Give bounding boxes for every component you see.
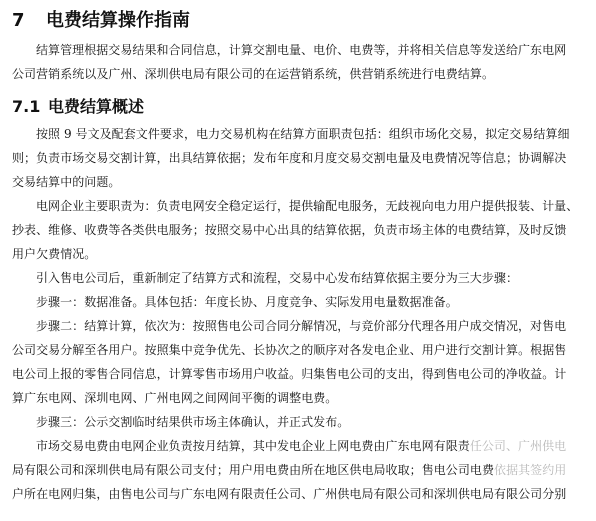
subsection-heading	[12, 96, 144, 118]
paragraph-step-one	[12, 290, 584, 314]
text-line: 公司营销系统以及广州、深圳供电局有限公司的在运营销系统，供营销系统进行电费结算。	[12, 67, 495, 81]
text-line: 抄表、维修、收费等各类供电服务；按照交易中心出具的结算依据，负责市场主体的电费结算，及时反馈	[12, 223, 567, 237]
text-segment: 市场交易电费由电网企业负责按月结算，其中发电企业上网电费由广东电网有限责	[36, 439, 470, 453]
section-title: 电费结算操作指南	[46, 10, 190, 31]
paragraph-three-steps-intro	[12, 266, 584, 290]
subsection-title: 电费结算概述	[48, 97, 145, 116]
text-line: 算广东电网、深圳电网、广州电网之间网间平衡的调整电费。	[12, 391, 338, 405]
text-line: 电公司上报的零售合同信息，计算零售市场用户收益。归集售电公司的支出，得到售电公司的净收益。计	[12, 367, 567, 381]
paragraph-electricity-fee-settlement	[12, 434, 584, 506]
paragraph-settlement-management	[12, 38, 584, 86]
section-heading	[12, 9, 190, 33]
text-line: 则；负责市场交易交割计算，出具结算依据；发布年度和月度交易交割电量及电费情况等信息；协调解决	[12, 151, 567, 165]
paragraph-trading-institution-duties	[12, 122, 584, 194]
watermark-overlay-text: 任公司、广州供电	[469, 439, 567, 453]
subsection-number: 7.1	[12, 97, 41, 116]
text-line: 步骤二：结算计算，依次为：按照售电公司合同分解情况，与竞价部分代理各用户成交情况，对售电	[36, 319, 567, 333]
text-line: 户所在电网归集，由售电公司与广东电网有限责任公司、广州供电局有限公司和深圳供电局有限公司分别	[12, 487, 567, 501]
text-segment: 局有限公司和深圳供电局有限公司支付；用户用电费由所在地区供电局收取；售电公司电费	[12, 463, 495, 477]
paragraph-step-two	[12, 314, 584, 410]
text-line	[12, 434, 584, 458]
text-line: 按照 9 号文及配套文件要求，电力交易机构在结算方面职责包括：组织市场化交易，拟定交易结算细	[36, 127, 570, 141]
text-line: 电网企业主要职责为：负责电网安全稳定运行，提供输配电服务，无歧视向电力用户提供报装、计量、	[36, 199, 579, 213]
text-line	[12, 458, 584, 482]
text-line: 公司交易分解至各用户。按照集中竞争优先、长协次之的顺序对各发电企业、用户进行交割计算。根据售	[12, 343, 567, 357]
paragraph-step-three	[12, 410, 584, 434]
text-line: 步骤一：数据准备。具体包括：年度长协、月度竞争、实际发用电量数据准备。	[36, 295, 458, 309]
text-line: 引入售电公司后，重新制定了结算方式和流程，交易中心发布结算依据主要分为三大步骤：	[36, 271, 519, 285]
paragraph-grid-enterprise-duties	[12, 194, 584, 266]
text-line: 结算管理根据交易结果和合同信息，计算交割电量、电价、电费等，并将相关信息等发送给广东电网	[36, 43, 567, 57]
section-number: 7	[12, 10, 25, 31]
text-line: 用户欠费情况。	[12, 247, 97, 261]
watermark-overlay-text: 依据其签约用	[494, 463, 567, 477]
text-line: 交易结算中的问题。	[12, 175, 121, 189]
text-line: 步骤三：公示交割临时结果供市场主体确认，并正式发布。	[36, 415, 350, 429]
